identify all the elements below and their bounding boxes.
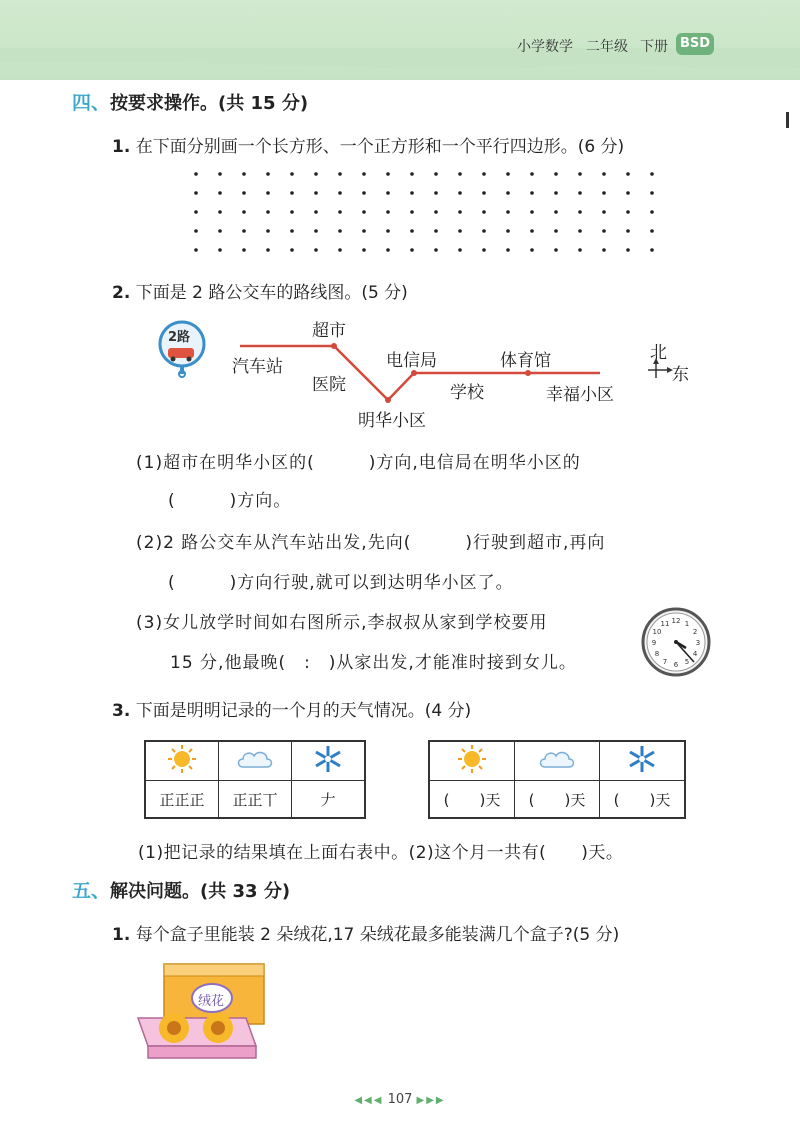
clock-number: 11 xyxy=(660,619,670,628)
compass-east: 东 xyxy=(672,365,689,385)
flower-box-illustration xyxy=(134,960,274,1064)
stop-yiyuan: 医院 xyxy=(312,375,346,395)
page-number: 107 xyxy=(387,1092,413,1107)
stop-minghua: 明华小区 xyxy=(358,411,426,431)
stop-dianxin: 电信局 xyxy=(386,351,437,371)
flower-icon xyxy=(159,1013,189,1043)
clock-number: 4 xyxy=(692,650,698,658)
weather-record-table xyxy=(144,740,366,819)
clock-number: 6 xyxy=(673,661,679,669)
page-footer xyxy=(340,1092,460,1107)
q2-sub1-line1: (1)超市在明华小区的( )方向,电信局在明华小区的 xyxy=(136,453,581,473)
p1-text: 每个盒子里能装 2 朵绒花,17 朵绒花最多能装满几个盒子?(5 分) xyxy=(135,925,620,945)
cloud-icon xyxy=(537,747,577,771)
clock-number: 3 xyxy=(695,639,701,647)
bus-sign-label: 2路 xyxy=(168,330,191,345)
stop-qichezhan: 汽车站 xyxy=(232,357,283,377)
record-snowy: 𠂇 xyxy=(292,781,366,819)
q2-sub3-line2: 15 分,他最晚( : )从家出发,才能准时接到女儿。 xyxy=(170,653,577,673)
section5-title: 解决问题。(共 33 分) xyxy=(110,881,291,902)
header-grade: 二年级 xyxy=(586,39,628,55)
q3-sub: (1)把记录的结果填在上面右表中。(2)这个月一共有( )天。 xyxy=(138,843,624,863)
record-sunny: 正正正 xyxy=(145,781,219,819)
clock-number: 7 xyxy=(662,658,668,667)
stop-xuexiao: 学校 xyxy=(450,383,484,403)
section4-number: 四、 xyxy=(72,92,111,114)
header-subject: 小学数学 xyxy=(517,39,573,55)
clock-number: 9 xyxy=(651,639,657,647)
q2-number: 2. xyxy=(112,283,131,303)
q3-number: 3. xyxy=(112,701,131,721)
flower-icon xyxy=(203,1013,233,1043)
p1-line xyxy=(112,920,619,945)
cloud-icon xyxy=(235,747,275,771)
q2-text: 下面是 2 路公交车的路线图。(5 分) xyxy=(135,283,408,303)
clock-number: 12 xyxy=(671,617,681,625)
stop-chaoshi: 超市 xyxy=(312,321,346,341)
p1-number: 1. xyxy=(112,925,131,945)
q1-number: 1. xyxy=(112,137,131,157)
section4-title: 按要求操作。(共 15 分) xyxy=(110,93,309,114)
q3-text: 下面是明明记录的一个月的天气情况。(4 分) xyxy=(135,701,472,721)
section5-heading xyxy=(72,876,290,903)
q1-text: 在下面分别画一个长方形、一个正方形和一个平行四边形。(6 分) xyxy=(135,137,625,157)
clock-number: 5 xyxy=(684,658,690,667)
q2-sub1-line2: ( )方向。 xyxy=(168,491,292,511)
answer-sunny-days[interactable]: ( )天 xyxy=(429,781,515,819)
answer-cloudy-days[interactable]: ( )天 xyxy=(515,781,600,819)
clock-number: 8 xyxy=(654,650,660,658)
section5-number: 五、 xyxy=(72,880,111,902)
clock-number: 2 xyxy=(692,628,698,636)
clock-icon xyxy=(640,606,712,678)
record-cloudy: 正正丅 xyxy=(219,781,292,819)
stop-dot-chaoshi xyxy=(331,343,337,349)
right-arrows-icon: ▶▶▶ xyxy=(416,1095,446,1106)
header-badge: BSD xyxy=(676,33,714,55)
stop-tiyu: 体育馆 xyxy=(500,351,551,371)
q2-sub2-line1: (2)2 路公交车从汽车站出发,先向( )行驶到超市,再向 xyxy=(136,533,606,553)
left-arrows-icon: ◀◀◀ xyxy=(354,1095,384,1106)
stop-xingfu: 幸福小区 xyxy=(546,385,614,405)
box-label: 绒花 xyxy=(198,994,225,1009)
clock-number: 10 xyxy=(652,628,662,636)
q3-line xyxy=(112,696,471,721)
snowflake-icon xyxy=(313,744,343,774)
clock-number: 1 xyxy=(684,619,690,628)
stop-dot-minghua xyxy=(385,397,391,403)
header-volume: 下册 xyxy=(640,39,668,55)
compass-north: 北 xyxy=(650,343,667,363)
snowflake-icon xyxy=(627,744,657,774)
sun-icon xyxy=(167,744,197,774)
weather-result-table xyxy=(428,740,686,819)
q2-sub2-line2: ( )方向行驶,就可以到达明华小区了。 xyxy=(168,573,514,593)
answer-snowy-days[interactable]: ( )天 xyxy=(600,781,686,819)
q2-sub3-line1: (3)女儿放学时间如右图所示,李叔叔从家到学校要用 xyxy=(136,613,548,633)
sun-icon xyxy=(457,744,487,774)
